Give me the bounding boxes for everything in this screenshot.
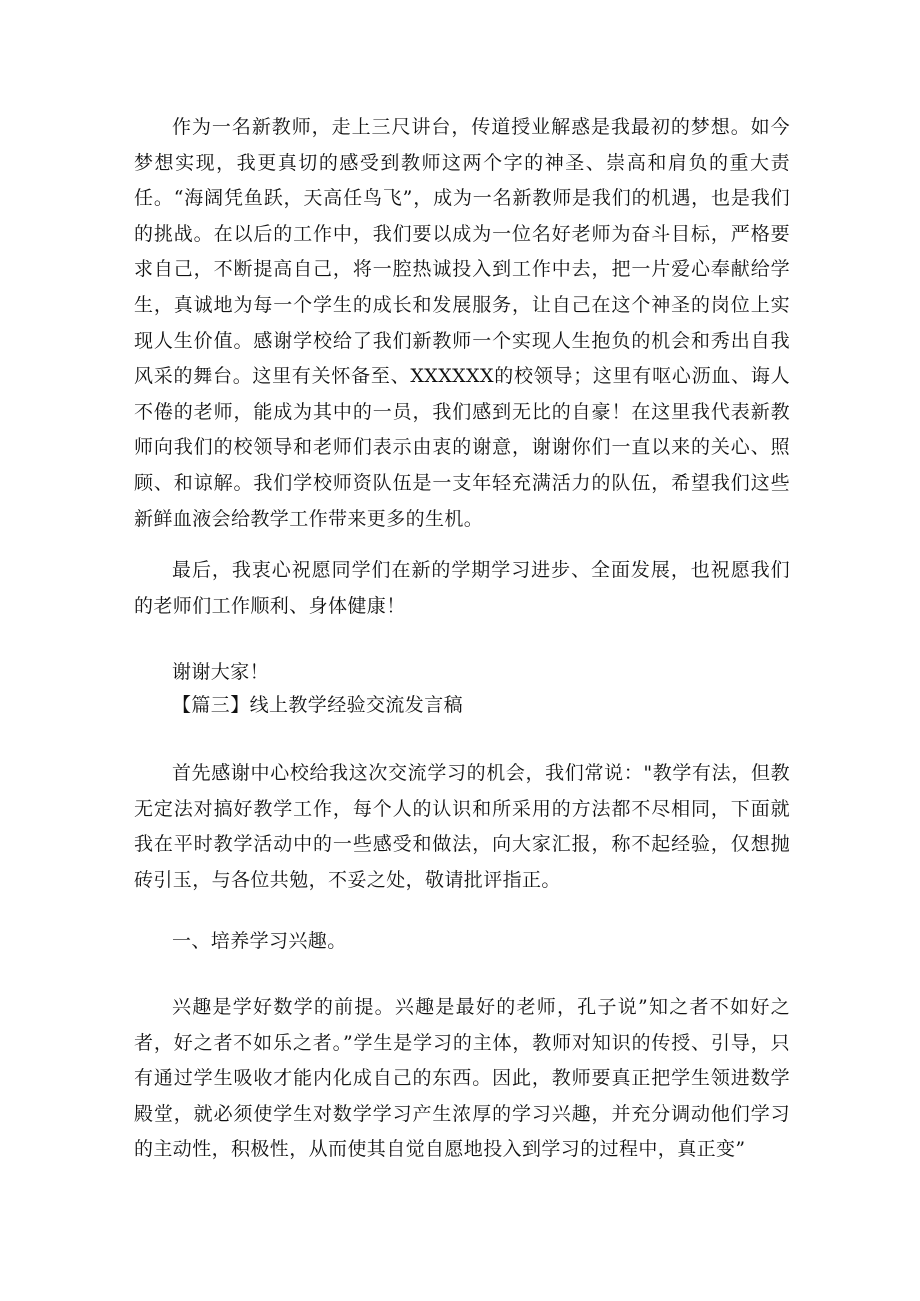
body-paragraph: 作为一名新教师，走上三尺讲台，传道授业解惑是我最初的梦想。如今梦想实现，我更真切的感受到教师这两个字的神圣、崇高和肩负的重大责任。“海阔凭鱼跃，天高任鸟飞”，成为一名新教师是我们的机遇，也是我们的挑战。在以后的工作中，我们要以成为一位名好老师为奋斗目标，严格要求自己，不断提高自己，将一腔热诚投入到工作中去，把一片爱心奉献给学生，真诚地为每一个学生的成长和发展服务，让自己在这个神圣的岗位上实现人生价值。感谢学校给了我们新教师一个实现人生抱负的机会和秀出自我风采的舞台。这里有关怀备至、XXXXXX的校领导；这里有呕心沥血、诲人不倦的老师，能成为其中的一员，我们感到无比的自豪！在这里我代表新教师向我们的校领导和老师们表示由衷的谢意，谢谢你们一直以来的关心、照顾、和谅解。我们学校师资队伍是一支年轻充满活力的队伍，希望我们这些新鲜血液会给教学工作带来更多的生机。 (134, 116, 790, 530)
subheading: 一、培养学习兴趣。 (172, 930, 347, 952)
body-paragraph: 最后，我衷心祝愿同学们在新的学期学习进步、全面发展，也祝愿我们的老师们工作顺利、身体健康！ (134, 559, 790, 617)
closing-thanks: 谢谢大家！ (172, 661, 270, 683)
section-heading: 【篇三】线上教学经验交流发言稿 (172, 694, 464, 716)
body-paragraph: 首先感谢中心校给我这次交流学习的机会，我们常说："教学有法，但教无定法对搞好教学工作，每个人的认识和所采用的方法都不尽相同，下面就我在平时教学活动中的一些感受和做法，向大家汇报，称不起经验，仅想抛砖引玉，与各位共勉，不妥之处，敬请批评指正。 (134, 762, 790, 891)
body-paragraph: 兴趣是学好数学的前提。兴趣是最好的老师，孔子说”知之者不如好之者，好之者不如乐之者。”学生是学习的主体，教师对知识的传授、引导，只有通过学生吸收才能内化成自己的东西。因此，教师要真正把学生领进数学殿堂，就必须使学生对数学学习产生浓厚的学习兴趣，并充分调动他们学习的主动性，积极性，从而使其自觉自愿地投入到学习的过程中，真正变” (134, 996, 790, 1161)
